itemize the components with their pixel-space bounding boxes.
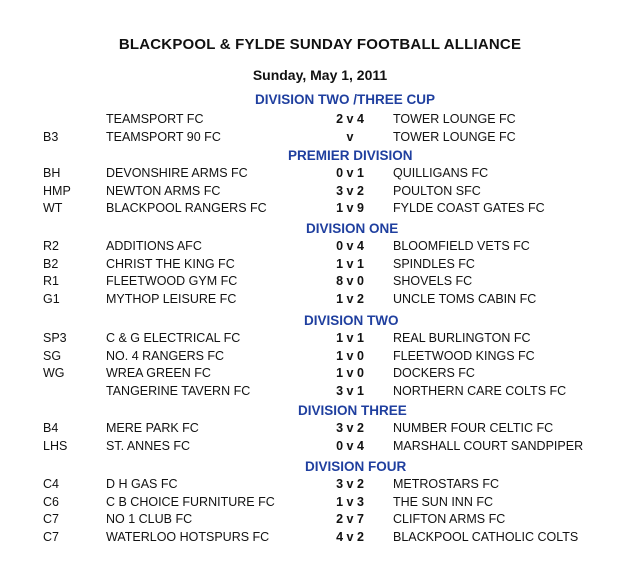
away-team: CLIFTON ARMS FC (393, 512, 506, 526)
division-heading: DIVISION TWO /THREE CUP (255, 92, 436, 107)
score: 1 v 9 (336, 201, 364, 215)
score: 3 v 2 (336, 421, 364, 435)
home-team: TEAMSPORT 90 FC (106, 129, 221, 144)
match-row (0, 201, 640, 217)
match-row (0, 112, 640, 128)
match-row (0, 331, 640, 347)
division-heading: DIVISION ONE (306, 221, 399, 236)
home-team: ADDITIONS AFC (106, 239, 202, 253)
match-row (0, 166, 640, 182)
match-row (0, 349, 640, 365)
score: 0 v 4 (336, 438, 364, 453)
pitch-code: B3 (43, 129, 59, 144)
division-heading: DIVISION THREE (298, 403, 407, 418)
away-team: REAL BURLINGTON FC (393, 331, 531, 345)
score: 1 v 2 (336, 291, 364, 306)
away-team: BLOOMFIELD VETS FC (393, 239, 530, 253)
away-team: TOWER LOUNGE FC (393, 112, 516, 126)
home-team: DEVONSHIRE ARMS FC (106, 166, 248, 180)
home-team: TEAMSPORT FC (106, 112, 204, 126)
score: 4 v 2 (336, 529, 364, 544)
pitch-code: G1 (43, 291, 60, 306)
division-heading: DIVISION TWO (304, 313, 399, 328)
home-team: ST. ANNES FC (106, 438, 191, 453)
away-team: METROSTARS FC (393, 477, 500, 491)
home-team: WATERLOO HOTSPURS FC (106, 529, 270, 544)
score: 8 v 0 (336, 274, 364, 288)
away-team: TOWER LOUNGE FC (393, 129, 516, 144)
away-team: QUILLIGANS FC (393, 166, 489, 180)
away-team: BLACKPOOL CATHOLIC COLTS (393, 529, 579, 544)
match-row (0, 530, 640, 546)
score: 1 v 0 (336, 366, 364, 380)
home-team: MERE PARK FC (106, 421, 199, 435)
score: 1 v 1 (336, 256, 364, 271)
away-team: MARSHALL COURT SANDPIPER (393, 438, 584, 453)
home-team: C B CHOICE FURNITURE FC (106, 494, 275, 509)
away-team: FYLDE COAST GATES FC (393, 201, 545, 215)
match-row (0, 274, 640, 290)
away-team: UNCLE TOMS CABIN FC (393, 291, 537, 306)
pitch-code: R2 (43, 239, 59, 253)
match-row (0, 292, 640, 308)
away-team: SHOVELS FC (393, 274, 473, 288)
pitch-code: R1 (43, 274, 59, 288)
home-team: NEWTON ARMS FC (106, 183, 221, 198)
match-row (0, 421, 640, 437)
score: 3 v 2 (336, 183, 364, 198)
home-team: NO. 4 RANGERS FC (106, 348, 225, 363)
away-team: THE SUN INN FC (393, 494, 493, 509)
away-team: POULTON SFC (393, 183, 481, 198)
pitch-code: SP3 (43, 331, 67, 345)
pitch-code: B2 (43, 256, 59, 271)
match-row (0, 366, 640, 382)
away-team: NUMBER FOUR CELTIC FC (393, 421, 554, 435)
pitch-code: LHS (43, 438, 68, 453)
match-row (0, 512, 640, 528)
page-title: BLACKPOOL & FYLDE SUNDAY FOOTBALL ALLIANCE (118, 36, 522, 53)
match-row (0, 495, 640, 511)
score: 1 v 3 (336, 494, 364, 509)
home-team: TANGERINE TAVERN FC (106, 383, 251, 398)
home-team: FLEETWOOD GYM FC (106, 274, 238, 288)
away-team: SPINDLES FC (393, 256, 475, 271)
score: 0 v 1 (336, 166, 364, 180)
match-row (0, 257, 640, 273)
home-team: D H GAS FC (106, 477, 178, 491)
score: 1 v 0 (336, 348, 364, 363)
home-team: C & G ELECTRICAL FC (106, 331, 241, 345)
pitch-code: B4 (43, 421, 59, 435)
pitch-code: SG (43, 348, 62, 363)
score: 2 v 7 (336, 512, 364, 526)
match-row (0, 130, 640, 146)
score: v (346, 129, 354, 144)
score: 3 v 2 (336, 477, 364, 491)
pitch-code: C6 (43, 494, 59, 509)
home-team: CHRIST THE KING FC (106, 256, 235, 271)
match-row (0, 384, 640, 400)
division-heading: PREMIER DIVISION (288, 148, 413, 163)
match-row (0, 184, 640, 200)
pitch-code: BH (43, 166, 61, 180)
score: 0 v 4 (336, 239, 364, 253)
away-team: DOCKERS FC (393, 366, 475, 380)
match-date: Sunday, May 1, 2011 (252, 67, 388, 83)
pitch-code: WT (43, 201, 63, 215)
home-team: BLACKPOOL RANGERS FC (106, 201, 267, 215)
pitch-code: C7 (43, 512, 59, 526)
division-heading: DIVISION FOUR (305, 459, 407, 474)
match-row (0, 239, 640, 255)
home-team: WREA GREEN FC (106, 366, 211, 380)
match-row (0, 477, 640, 493)
pitch-code: HMP (43, 183, 71, 198)
away-team: FLEETWOOD KINGS FC (393, 348, 535, 363)
score: 2 v 4 (336, 112, 364, 126)
home-team: MYTHOP LEISURE FC (106, 291, 237, 306)
home-team: NO 1 CLUB FC (106, 512, 193, 526)
pitch-code: WG (43, 366, 65, 380)
pitch-code: C4 (43, 477, 59, 491)
match-row (0, 439, 640, 455)
pitch-code: C7 (43, 529, 59, 544)
away-team: NORTHERN CARE COLTS FC (393, 383, 567, 398)
score: 3 v 1 (336, 383, 364, 398)
score: 1 v 1 (336, 331, 364, 345)
